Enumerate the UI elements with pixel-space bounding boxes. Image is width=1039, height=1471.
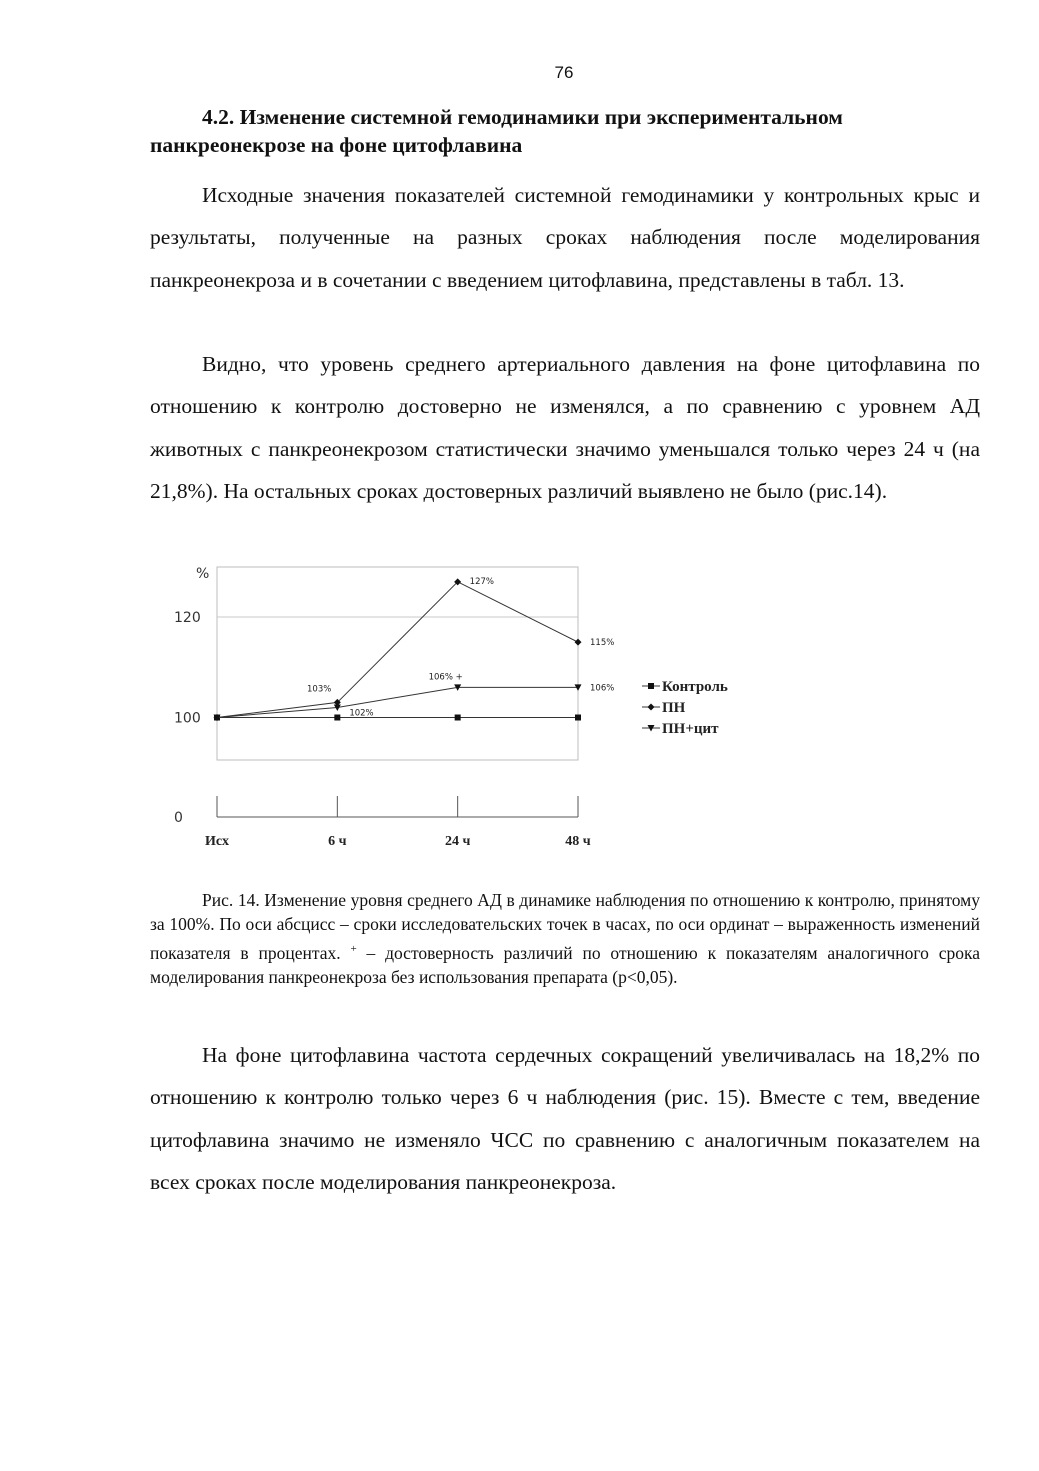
- paragraph-2: Видно, что уровень среднего артериального давления на фоне цитофлавина по отношению к контролю достоверно не изменялся, а по сравнению с уровнем АД животных с панкреонекрозом статистически значимо уменьшался только через 24 ч (на 21,8%). На остальных сроках достоверных различий выявлено не было (рис.14).: [150, 352, 980, 503]
- caption-text-2: – достоверность различий по отношению к показателям аналогичного срока моделирования панкреонекроза без использования препарата (p<0,05).: [150, 942, 980, 987]
- x-tick-label: 6 ч: [328, 834, 347, 849]
- legend-label: ПН: [662, 700, 686, 716]
- data-label: 106% +: [428, 672, 463, 683]
- x-tick-label: 24 ч: [444, 834, 471, 849]
- y-axis-label: %: [196, 566, 210, 582]
- heading-line-2: панкреонекрозе на фоне цитофлавина: [150, 133, 523, 157]
- x-tick-label: Исх: [205, 834, 229, 849]
- legend-label: Контроль: [662, 679, 728, 695]
- data-label: 106%: [590, 683, 615, 694]
- caption-significance-mark: +: [350, 942, 357, 955]
- page-number: 76: [554, 63, 574, 82]
- section-heading: [150, 103, 980, 159]
- plot-area: [217, 567, 578, 760]
- figure-caption: [150, 888, 980, 989]
- data-label: 127%: [469, 576, 494, 587]
- figure-14-chart: [150, 560, 750, 860]
- paragraph-1: Исходные значения показателей системной гемодинамики у контрольных крыс и результаты, полученные на разных сроках наблюдения после моделирования панкреонекроза и в сочетании с введением цитофлавина, представлены в табл. 13.: [150, 183, 980, 292]
- legend-marker: [648, 683, 654, 689]
- line-chart-svg: [150, 560, 750, 860]
- legend-marker: [648, 704, 655, 711]
- y-tick-label: 0: [174, 810, 183, 826]
- x-tick-label: 48 ч: [565, 834, 591, 849]
- paragraph-3: На фоне цитофлавина частота сердечных сокращений увеличивалась на 18,2% по отношению к контролю только через 6 ч наблюдения (рис. 15). Вместе с тем, введение цитофлавина значимо не изменяло ЧСС по сравнению с аналогичным показателем на всех сроках после моделирования панкреонекроза.: [150, 1043, 980, 1194]
- data-point: [455, 715, 461, 721]
- y-tick-label: 100: [174, 710, 201, 727]
- y-tick-label: 120: [174, 610, 201, 626]
- data-point: [575, 715, 581, 721]
- data-label: 102%: [349, 708, 374, 719]
- heading-line-1: 4.2. Изменение системной гемодинамики при экспериментальном: [202, 105, 843, 129]
- legend-label: ПН+цит: [662, 721, 719, 737]
- data-label: 103%: [307, 684, 332, 695]
- data-point: [334, 715, 340, 721]
- caption-text-1: Рис. 14. Изменение уровня среднего АД в динамике наблюдения по отношению к контролю, принятому за 100%. По оси абсцисс – сроки исследовательских точек в часах, по оси ординат – выраженность изменений показателя в процентах.: [150, 890, 980, 963]
- data-label: 115%: [590, 638, 615, 649]
